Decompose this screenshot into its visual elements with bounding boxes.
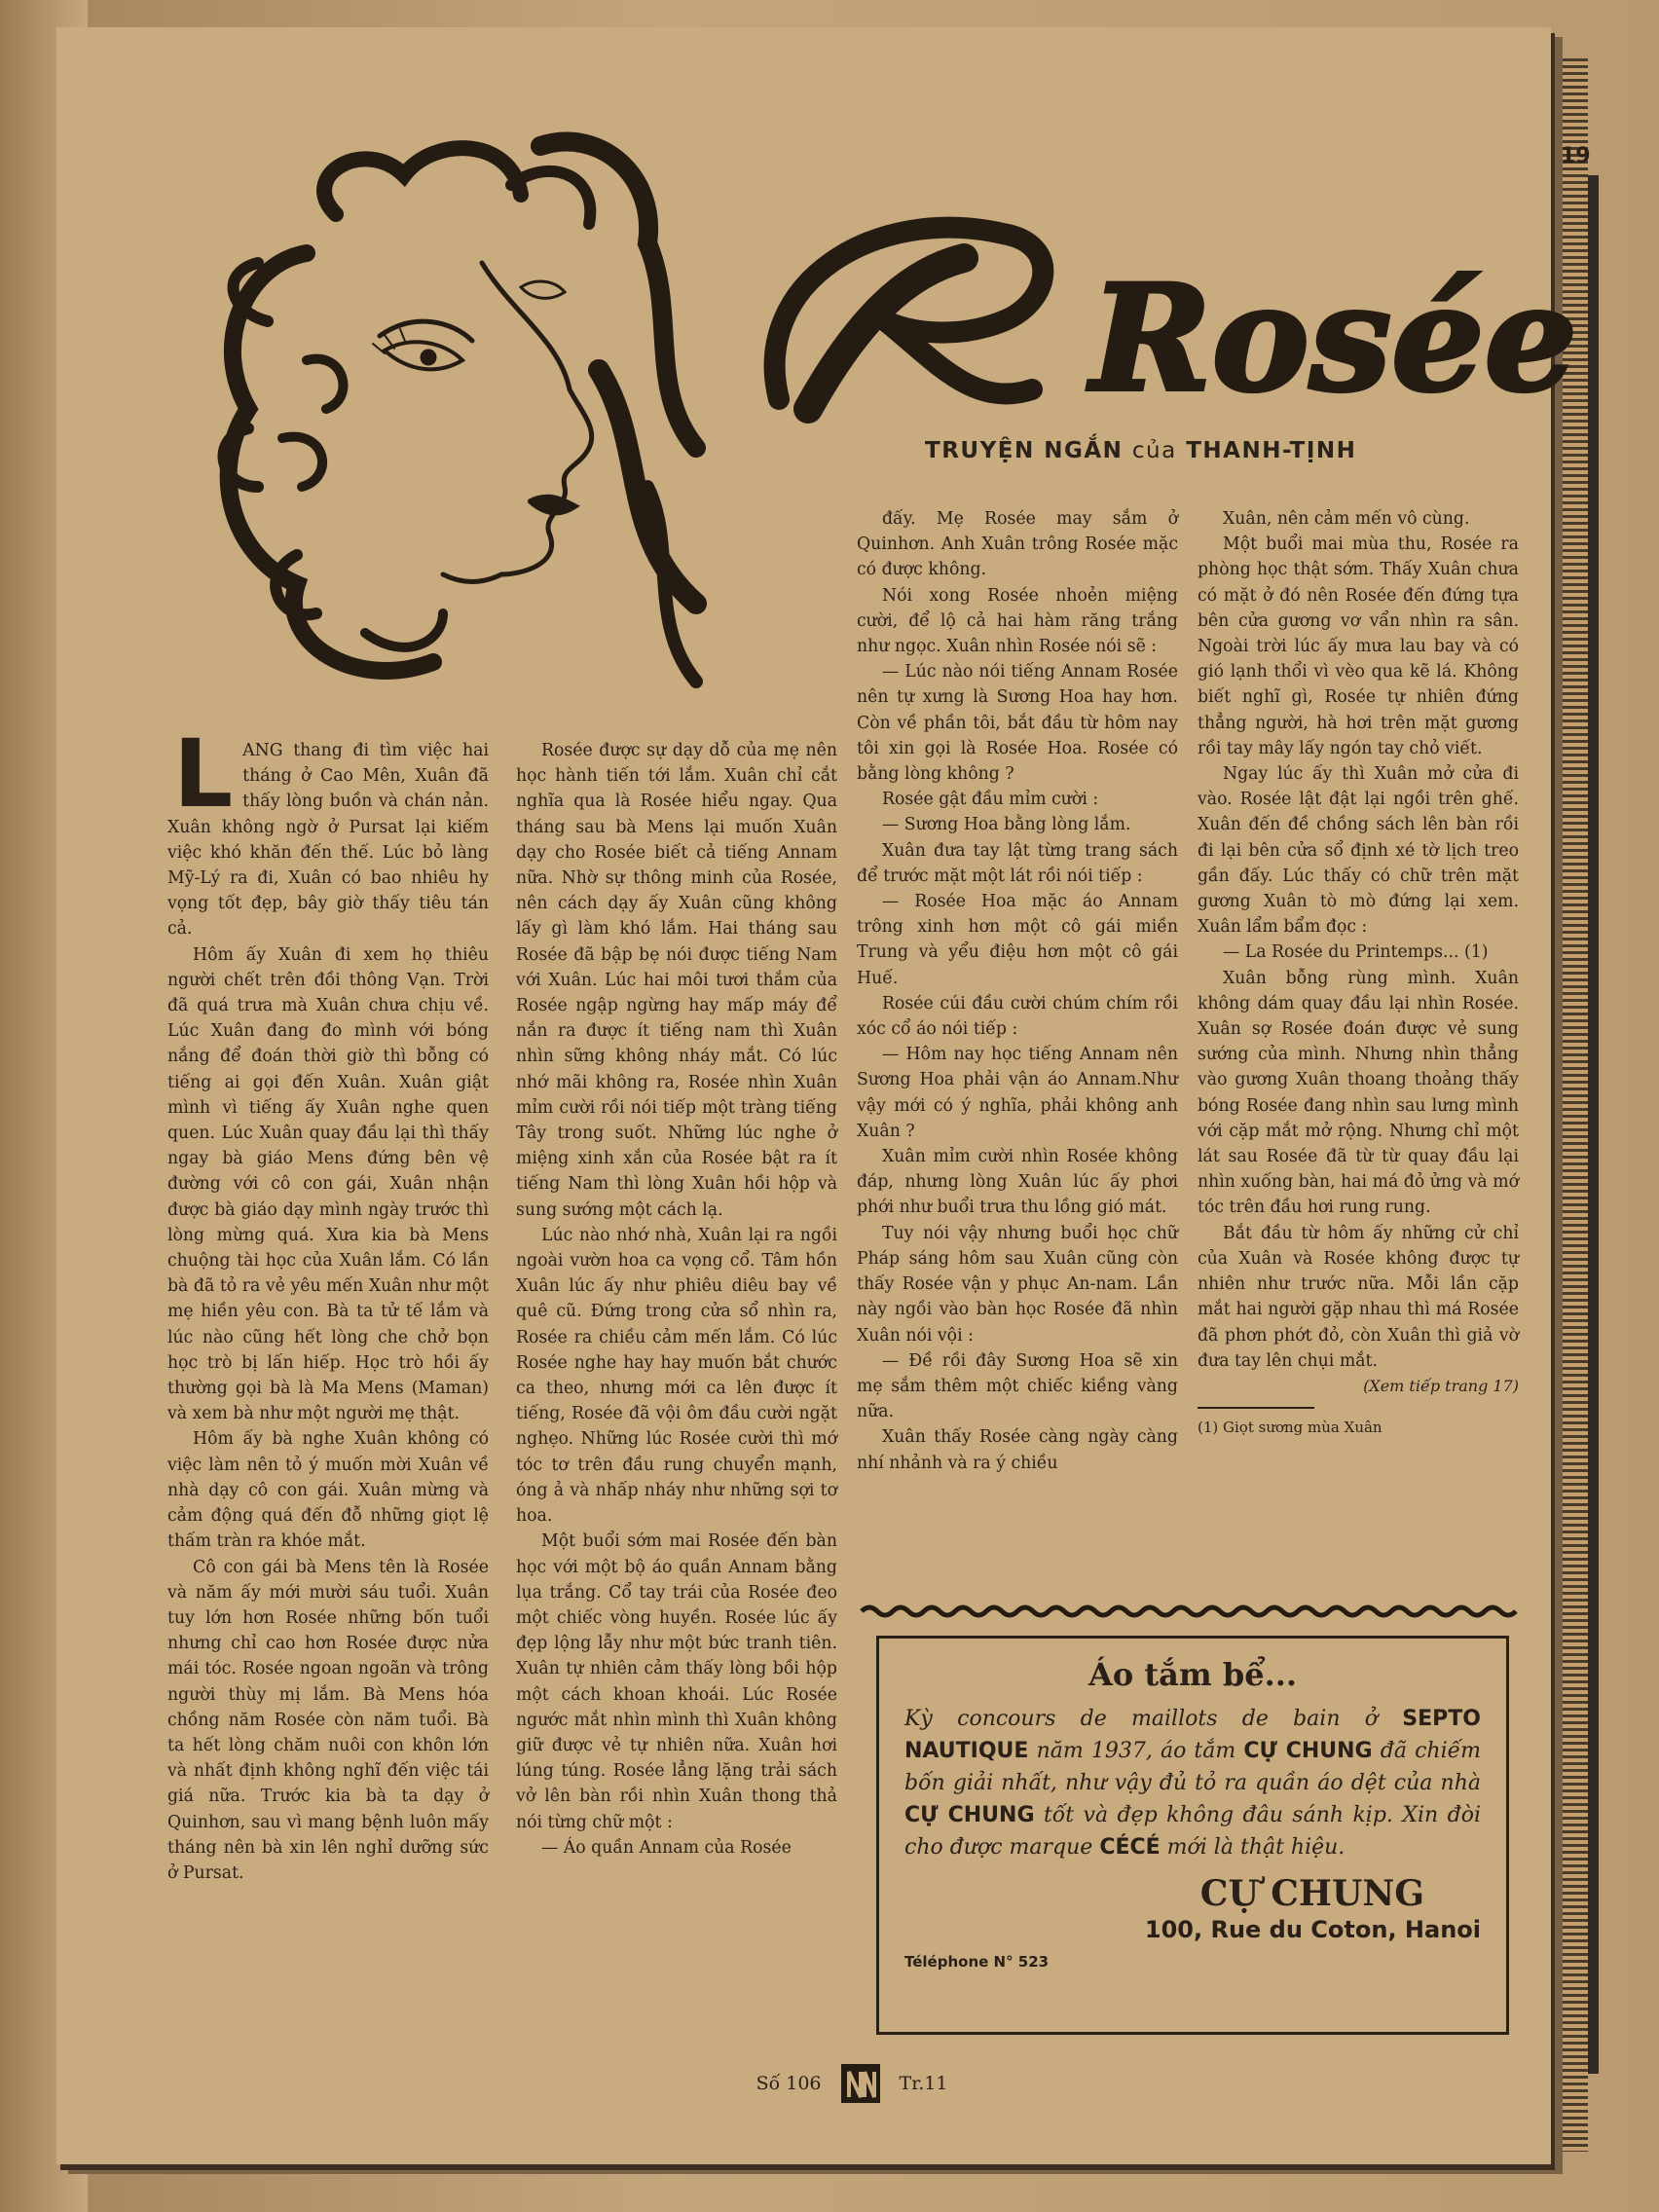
paragraph: Rosée được sự dạy dỗ của mẹ nên học hành tiến tới lắm. Xuân chỉ cắt nghĩa qua là Rosée hiểu ngay. Qua tháng sau bà Mens lại muốn Xuân dạy cho Rosée biết cả tiếng Annam nữa. Nhờ sự thông minh của Rosée, nên cách dạy ấy Xuân cũng không lấy gì làm khó lắm. Hai tháng sau Rosée đã bập bẹ nói được tiếng Nam với Xuân. Lúc hai môi tươi thắm của Rosée ngập ngừng hay mấp máy để nắn ra được ít tiếng nam thì Xuân nhìn sững không nháy mắt. Có lúc nhớ mãi không ra, Rosée nhìn Xuân mỉm cười rồi nói tiếp một tràng tiếng Tây trong suốt. Những lúc nghe ở miệng xinh xắn của Rosée bật ra ít tiếng Nam thì lòng Xuân hồi hộp và sung sướng một cách lạ.: [516, 741, 837, 1220]
page-footer: [740, 2059, 964, 2108]
page-number: Tr.11: [899, 2073, 948, 2094]
paragraph: Rosée gật đầu mỉm cười :: [882, 790, 1099, 810]
paragraph: Xuân, nên cảm mến vô cùng.: [1223, 509, 1470, 529]
story-title-logo: [740, 166, 1578, 458]
paragraph: Hôm ấy Xuân đi xem họ thiêu người chết trên đồi thông Vạn. Trời đã quá trưa mà Xuân chưa chịu về. Lúc Xuân đang đo mình với bóng nắng để đoán thời giờ thì bỗng có tiếng ai gọi đến Xuân. Xuân giật mình vì tiếng ấy Xuân nghe quen quen. Lúc Xuân quay đầu lại thì thấy ngay bà giáo Mens đứng bên vệ đường với cô con gái, Xuân nhận được bà giáo dạy mình ngày trước thì lòng mừng quá. Xưa kia bà Mens chuộng tài học của Xuân lắm. Có lần bà đã tỏ ra vẻ yêu mến Xuân như một mẹ hiền yêu con. Bà ta tử tế lắm và lúc nào cũng hết lòng che chở bọn học trò bị lấn hiếp. Học trò hồi ấy thường gọi bà là Ma Mens (Maman) và xem bà như một người mẹ thật.: [167, 944, 489, 1424]
paragraph: Hôm ấy bà nghe Xuân không có việc làm nên tỏ ý muốn mời Xuân về nhà dạy cô con gái. Xuân mừng và cảm động quá đến đỗ những giọt lệ thấm tràn ra khóe mắt.: [167, 1429, 489, 1552]
ad-phone: Téléphone N° 523: [904, 1953, 1050, 1971]
paragraph: Một buổi sớm mai Rosée đến bàn học với một bộ áo quần Annam bằng lụa trắng. Cổ tay trái của Rosée đeo một chiếc vòng huyền. Rosée lúc ấy đẹp lộng lẫy như một bức tranh tiên. Xuân tự nhiên cảm thấy lòng bồi hộp một cách khoan khoái. Lúc Rosée ngước mắt nhìn mình thì Xuân không giữ được vẻ tự nhiên nữa. Xuân hơi lúng túng. Rosée lẳng lặng trải sách vở lên bàn rồi nhìn Xuân thong thả nói từng chữ một :: [516, 1531, 837, 1832]
paragraph: — Đề rồi đây Sương Hoa sẽ xin mẹ sắm thêm một chiếc kiềng vàng nữa.: [857, 1350, 1178, 1422]
ad-text: tốt và đẹp không đâu sánh kịp. Xin đòi cho được marque: [904, 1803, 1482, 1860]
drop-cap: L: [173, 719, 234, 829]
magazine-logo-icon: [837, 2060, 884, 2107]
paragraph: Cô con gái bà Mens tên là Rosée và năm ấy mới mười sáu tuổi. Xuân tuy lớn hơn Rosée những bốn tuổi nhưng chỉ cao hơn Rosée được nửa mái tóc. Rosée ngoan ngoãn và trông người thùy mị lắm. Bà Mens hóa chồng năm Rosée còn năm tuổi. Bà ta hết lòng chăm nuôi con khôn lớn và nhất định không nghĩ đến việc tái giá nữa. Trước kia bà ta dạy ở Quinhơn, sau vì mang bệnh luôn mấy tháng nên bà xin lên nghỉ dưỡng sức ở Pursat.: [167, 1557, 489, 1883]
ad-address: 100, Rue du Coton, Hanoi: [1144, 1916, 1481, 1943]
paragraph: — Hôm nay học tiếng Annam nên Sương Hoa phải vận áo Annam.Như vậy mới có ý nghĩa, phải không anh Xuân ?: [857, 1045, 1178, 1141]
paragraph: Xuân thấy Rosée càng ngày càng nhí nhảnh và ra ý chiều: [857, 1427, 1178, 1473]
issue-number: Số 106: [756, 2073, 822, 2094]
paragraph: Nói xong Rosée nhoẻn miệng cười, để lộ cả hai hàm răng trắng như ngọc. Xuân nhìn Rosée nói sẽ :: [857, 585, 1178, 657]
ad-title: Áo tắm bể...: [1088, 1656, 1297, 1693]
ad-brand: SEPTO NAUTIQUE: [904, 1707, 1481, 1763]
byline: [925, 438, 1470, 463]
story-column-2: [516, 738, 837, 1861]
story-title-text: Rosée: [1090, 253, 1578, 424]
byline-author: THANH-TỊNH: [1186, 438, 1357, 463]
continued-note: (Xem tiếp trang 17): [1363, 1376, 1519, 1395]
story-column-1: [167, 719, 489, 1886]
paragraph: Rosée cúi đầu cười chúm chím rồi xóc cổ áo nói tiếp :: [857, 993, 1178, 1040]
paragraph: Xuân đưa tay lật từng trang sách để trước mặt một lát rồi nói tiếp :: [857, 840, 1178, 886]
byline-label: TRUYỆN NGẮN: [925, 438, 1124, 463]
story-column-3: [857, 506, 1178, 1476]
paragraph: Tuy nói vậy nhưng buổi học chữ Pháp sáng hôm sau Xuân cũng còn thấy Rosée vận y phục An-nam. Lần này ngồi vào bàn học Rosée đã nhìn Xuân nói vội :: [857, 1223, 1178, 1346]
wavy-divider: [862, 1602, 1514, 1621]
ad-text: năm 1937, áo tắm: [1036, 1739, 1236, 1763]
paragraph: ANG thang đi tìm việc hai tháng ở Cao Mên, Xuân đã thấy lòng buồn và chán nản. Xuân không ngờ ở Pursat lại kiếm việc khó khăn đến thế. Lúc bỏ làng Mỹ-Lý ra đi, Xuân có bao nhiêu hy vọng tốt đẹp, bây giờ thấy tiêu tán cả.: [167, 741, 489, 940]
paragraph: đấy. Mẹ Rosée may sắm ở Quinhơn. Anh Xuân trông Rosée mặc có được không.: [857, 509, 1178, 580]
woman-portrait-illustration: [190, 117, 755, 711]
ad-text: đã chiếm bốn giải nhất, như vậy đủ tỏ ra quần áo dệt của nhà: [904, 1739, 1482, 1795]
footnote-divider: [1198, 1407, 1314, 1409]
paragraph: — La Rosée du Printemps... (1): [1223, 942, 1489, 963]
footnote: (1) Giọt sương mùa Xuân: [1198, 1419, 1382, 1437]
paragraph: — Lúc nào nói tiếng Annam Rosée nên tự xưng là Sương Hoa hay hơn. Còn về phần tôi, bắt đầu từ hôm nay tôi xin gọi là Rosée Hoa. Rosée có bằng lòng không ?: [857, 662, 1178, 785]
ad-brand: CỰ CHUNG: [1243, 1739, 1373, 1763]
paragraph: — Rosée Hoa mặc áo Annam trông xinh hơn một cô gái miền Trung và yểu điệu hơn một cô gái Huế.: [857, 892, 1178, 988]
ad-text: mới là thật hiệu.: [1166, 1835, 1346, 1860]
paragraph: — Áo quần Annam của Rosée: [541, 1837, 792, 1858]
ad-text: Kỳ concours de maillots de bain ở: [904, 1707, 1379, 1731]
paragraph: Xuân bỗng rùng mình. Xuân không dám quay đầu lại nhìn Rosée. Xuân sợ Rosée đoán được vẻ sung sướng của mình. Nhưng nhìn thẳng vào gương Xuân thoang thoảng thấy bóng Rosée đang nhìn sau lưng mình với cặp mắt mở rộng. Nhưng chỉ một lát sau Rosée đã từ từ quay đầu lại nhìn xuống bàn, hai má đỏ ửng và mớ tóc trên đầu hơi rung rung.: [1198, 968, 1519, 1218]
byline-of: của: [1131, 438, 1177, 463]
story-column-4: [1198, 506, 1519, 1440]
paragraph: — Sương Hoa bằng lòng lắm.: [882, 815, 1131, 835]
ad-company: CỰ CHUNG: [1199, 1873, 1424, 1914]
ad-brand: CÉCÉ: [1099, 1835, 1161, 1860]
ad-brand: CỰ CHUNG: [904, 1803, 1035, 1827]
back-cover-edge: [1587, 175, 1599, 2074]
paragraph: Một buổi mai mùa thu, Rosée ra phòng học thật sớm. Thấy Xuân chưa có mặt ở đó nên Rosée đến đứng tựa bên cửa gương vơ vẩn nhìn ra sân. Ngoài trời lúc ấy mưa lau bay và có gió lạnh thổi vì vèo qua kẽ lá. Không biết nghĩ gì, Rosée tự nhiên đứng thẳng người, hà hơi trên mặt gương rồi tay mây lấy ngón tay chỏ viết.: [1198, 535, 1519, 758]
paragraph: Bắt đầu từ hôm ấy những cử chỉ của Xuân và Rosée không được tự nhiên như trước nữa. Mỗi lần cặp mắt hai người gặp nhau thì má Rosée đã phơn phớt đỏ, còn Xuân thì giả vờ đưa tay lên chụi mắt.: [1198, 1223, 1519, 1371]
paragraph: Lúc nào nhớ nhà, Xuân lại ra ngồi ngoài vườn hoa ca vọng cổ. Tâm hồn Xuân lúc ấy như phiêu diêu bay về quê cũ. Đứng trong cửa sổ nhìn ra, Rosée ra chiều cảm mến lắm. Có lúc Rosée nghe hay hay muốn bắt chước ca theo, nhưng mới ca lên được ít tiếng, Rosée đã vội ôm đầu cười ngặt nghẹo. Những lúc Rosée cười thì mớ tóc tơ trên đầu rung chuyển mạnh, óng ả và nhấp nháy như những sợi tơ hoa.: [516, 1225, 837, 1527]
ad-body: [904, 1703, 1481, 1863]
paragraph: Ngay lúc ấy thì Xuân mở cửa đi vào. Rosée lật đật lại ngồi trên ghế. Xuân đến đề chồng sách lên bàn rồi đi lại bên cửa sổ định xé tờ lịch treo gần đấy. Lúc thấy có chữ trên mặt gương Xuân tò mò đứng lại xem. Xuân lẩm bẩm đọc :: [1198, 764, 1519, 938]
corner-page-number: 19: [1561, 144, 1591, 168]
advertisement-box: [876, 1636, 1509, 2035]
paragraph: Xuân mỉm cười nhìn Rosée không đáp, nhưng lòng Xuân lúc ấy phơi phới như buổi trưa thu lồng gió mát.: [857, 1147, 1178, 1218]
